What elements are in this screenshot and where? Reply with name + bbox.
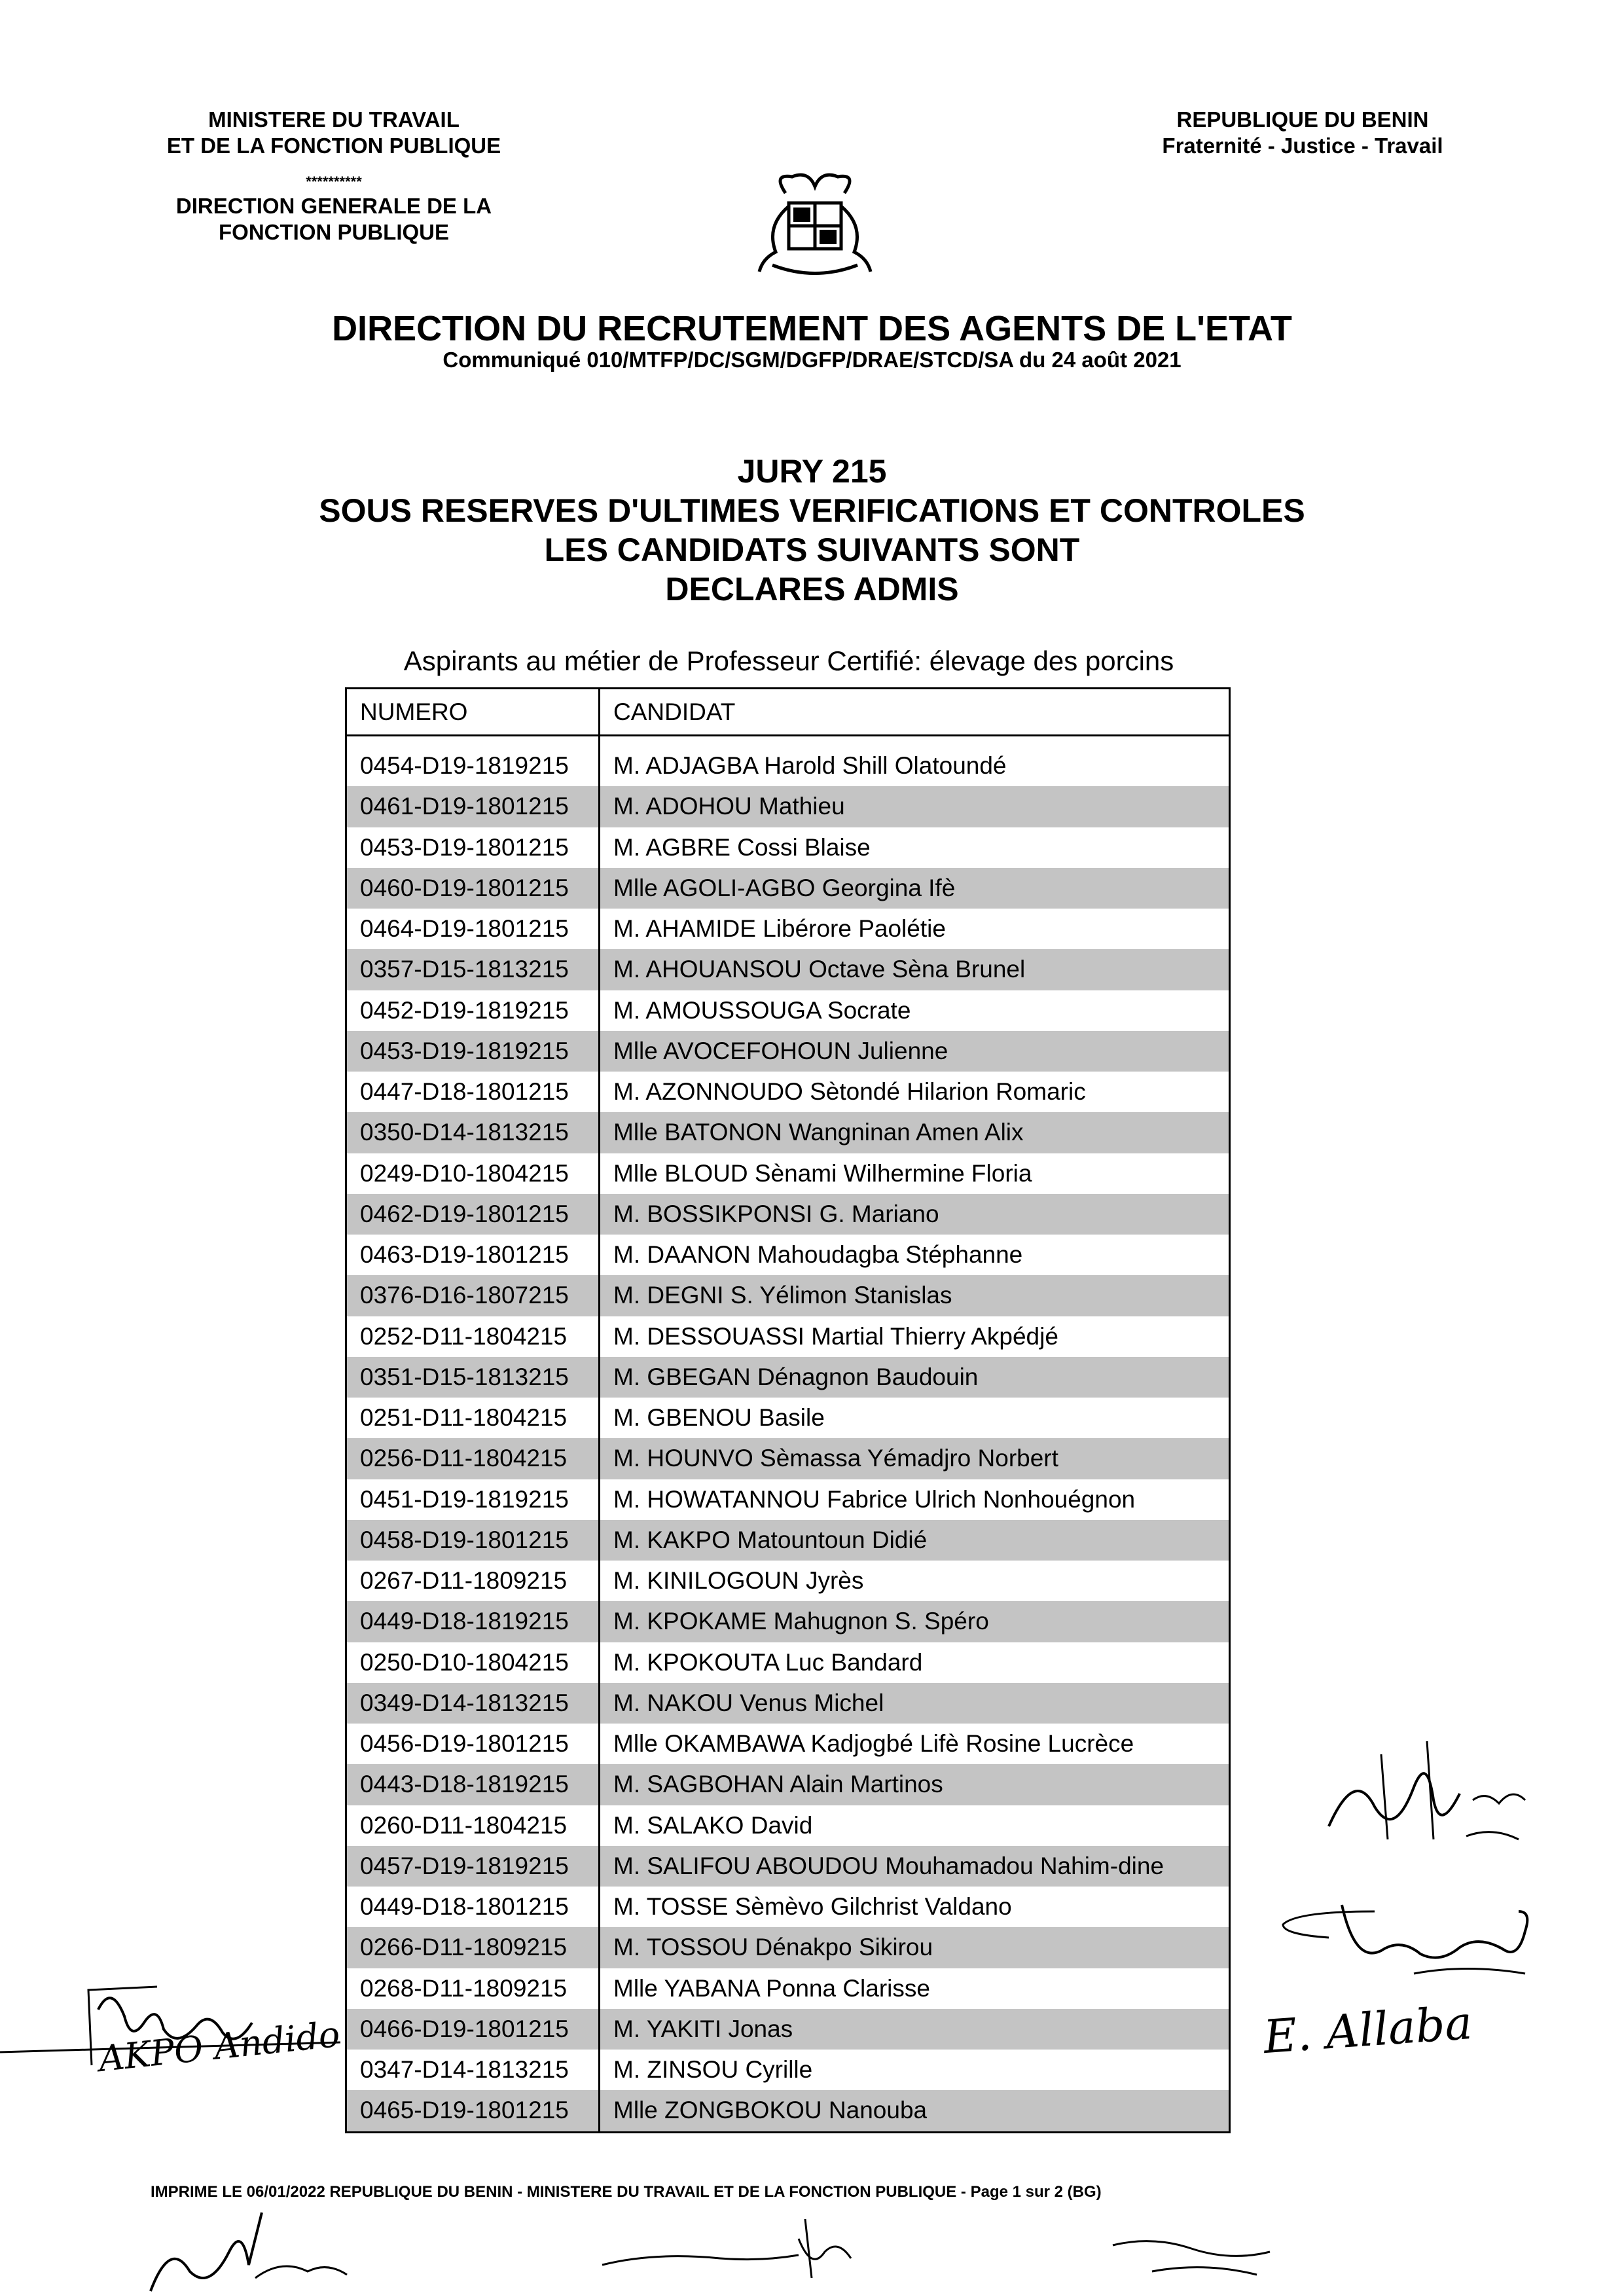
cell-numero: 0266-D11-1809215 <box>346 1927 600 1968</box>
signature-left-icon <box>0 1964 367 2069</box>
cell-numero: 0447-D18-1801215 <box>360 1078 569 1106</box>
cell-candidat: M. AZONNOUDO Sètondé Hilarion Romaric <box>600 1072 1230 1112</box>
cell-candidat: Mlle BATONON Wangninan Amen Alix <box>600 1112 1230 1153</box>
cell-candidat: M. ADOHOU Mathieu <box>600 786 1230 827</box>
cell-numero: 0376-D16-1807215 <box>346 1275 600 1316</box>
cell-candidat: M. KINILOGOUN Jyrès <box>600 1561 1230 1601</box>
jury-admitted-line: DECLARES ADMIS <box>665 571 959 607</box>
republic-motto: Fraternité - Justice - Travail <box>1162 134 1443 158</box>
table-row <box>346 868 1230 909</box>
table-row <box>346 1398 1230 1438</box>
table-row <box>346 1438 1230 1479</box>
cell-candidat: M. DEGNI S. Yélimon Stanislas <box>600 1275 1230 1316</box>
signature-right-top-icon <box>1303 1728 1578 1859</box>
cell-candidat: M. AMOUSSOUGA Socrate <box>600 990 1230 1031</box>
signature-right-middle-icon <box>1244 1885 1571 1990</box>
cell-candidat: Mlle OKAMBAWA Kadjogbé Lifè Rosine Lucrèce <box>600 1724 1230 1764</box>
table-row <box>346 1275 1230 1316</box>
table-row <box>346 1927 1230 1968</box>
cell-numero: 0249-D10-1804215 <box>360 1159 569 1187</box>
cell-numero: 0461-D19-1801215 <box>346 786 600 827</box>
cell-numero: 0463-D19-1801215 <box>360 1241 569 1269</box>
cell-candidat: M. AHAMIDE Libérore Paolétie <box>600 909 1230 949</box>
cell-candidat: Mlle YABANA Ponna Clarisse <box>600 1968 1230 2009</box>
cell-candidat: M. SAGBOHAN Alain Martinos <box>600 1764 1230 1805</box>
jury-heading <box>0 452 1624 609</box>
cell-numero: 0252-D11-1804215 <box>360 1322 568 1350</box>
cell-candidat: M. KAKPO Matountoun Didié <box>600 1520 1230 1561</box>
cell-candidat: M. SALAKO David <box>600 1805 1230 1846</box>
cell-candidat: M. HOWATANNOU Fabrice Ulrich Nonhouégnon <box>600 1479 1230 1520</box>
cell-numero: 0464-D19-1801215 <box>360 915 569 943</box>
table-row <box>346 2090 1230 2132</box>
column-header-candidat: CANDIDAT <box>600 689 1230 736</box>
ministry-line2: ET DE LA FONCTION PUBLIQUE <box>166 134 501 158</box>
signature-bottom-row-icon <box>131 2199 1506 2295</box>
table-row <box>346 1235 1230 1275</box>
table-row <box>346 1968 1230 2009</box>
cell-numero: 0351-D15-1813215 <box>346 1357 600 1398</box>
signature-right-name: E. Allaba <box>1261 1995 1474 2065</box>
cell-numero: 0443-D18-1819215 <box>346 1764 600 1805</box>
table-row <box>346 1112 1230 1153</box>
directorate-line2: FONCTION PUBLIQUE <box>219 220 449 244</box>
cell-candidat: M. TOSSE Sèmèvo Gilchrist Valdano <box>600 1887 1230 1927</box>
cell-candidat: M. TOSSOU Dénakpo Sikirou <box>600 1927 1230 1968</box>
communique-reference: Communiqué 010/MTFP/DC/SGM/DGFP/DRAE/STCD/SA du 24 août 2021 <box>442 348 1182 372</box>
cell-candidat: Mlle BLOUD Sènami Wilhermine Floria <box>600 1153 1230 1194</box>
cell-candidat: M. KPOKOUTA Luc Bandard <box>600 1642 1230 1683</box>
table-row <box>346 1683 1230 1724</box>
table-row <box>346 736 1230 787</box>
cell-candidat: M. BOSSIKPONSI G. Mariano <box>600 1194 1230 1235</box>
cell-candidat: M. GBENOU Basile <box>600 1398 1230 1438</box>
jury-candidates-line: LES CANDIDATS SUIVANTS SONT <box>544 532 1080 568</box>
cell-numero: 0454-D19-1819215 <box>360 752 569 780</box>
profession-subtitle: Aspirants au métier de Professeur Certifié: élevage des porcins <box>403 645 1174 676</box>
cell-numero: 0466-D19-1801215 <box>346 2009 600 2050</box>
cell-numero: 0251-D11-1804215 <box>360 1404 568 1432</box>
cell-numero: 0449-D18-1801215 <box>360 1893 569 1921</box>
cell-numero: 0462-D19-1801215 <box>346 1194 600 1235</box>
republic-name: REPUBLIQUE DU BENIN <box>1176 107 1429 132</box>
cell-candidat: M. DESSOUASSI Martial Thierry Akpédjé <box>600 1316 1230 1357</box>
table-row <box>346 949 1230 990</box>
table-row <box>346 786 1230 827</box>
cell-candidat: Mlle AGOLI-AGBO Georgina Ifè <box>600 868 1230 909</box>
table-row <box>346 1805 1230 1846</box>
cell-candidat: M. ZINSOU Cyrille <box>600 2050 1230 2090</box>
table-row <box>346 827 1230 868</box>
cell-numero: 0465-D19-1801215 <box>346 2090 600 2132</box>
table-row <box>346 1601 1230 1642</box>
table-row <box>346 1846 1230 1887</box>
page-title: DIRECTION DU RECRUTEMENT DES AGENTS DE L'ETAT <box>332 309 1292 348</box>
jury-number: JURY 215 <box>737 453 887 490</box>
cell-numero: 0268-D11-1809215 <box>360 1974 568 2002</box>
cell-numero: 0456-D19-1801215 <box>360 1730 569 1758</box>
cell-numero: 0451-D19-1819215 <box>360 1485 569 1513</box>
cell-numero: 0453-D19-1819215 <box>346 1031 600 1072</box>
cell-candidat: M. DAANON Mahoudagba Stéphanne <box>600 1235 1230 1275</box>
table-header-row <box>346 689 1230 736</box>
table-row <box>346 990 1230 1031</box>
column-header-numero: NUMERO <box>346 689 600 736</box>
cell-numero: 0349-D14-1813215 <box>346 1683 600 1724</box>
cell-numero: 0453-D19-1801215 <box>360 833 569 861</box>
print-footer: IMPRIME LE 06/01/2022 REPUBLIQUE DU BENIN - MINISTERE DU TRAVAIL ET DE LA FONCTION PUBLIQUE - Page 1 sur 2 (BG) <box>151 2183 1102 2201</box>
cell-numero: 0256-D11-1804215 <box>346 1438 600 1479</box>
cell-candidat: M. KPOKAME Mahugnon S. Spéro <box>600 1601 1230 1642</box>
cell-candidat: M. AGBRE Cossi Blaise <box>600 827 1230 868</box>
cell-numero: 0452-D19-1819215 <box>360 996 569 1024</box>
cell-candidat: M. NAKOU Venus Michel <box>600 1683 1230 1724</box>
jury-reserve-line: SOUS RESERVES D'ULTIMES VERIFICATIONS ET CONTROLES <box>319 492 1305 529</box>
cell-candidat: M. AHOUANSOU Octave Sèna Brunel <box>600 949 1230 990</box>
cell-candidat: M. SALIFOU ABOUDOU Mouhamadou Nahim-dine <box>600 1846 1230 1887</box>
cell-candidat: M. ADJAGBA Harold Shill Olatoundé <box>600 736 1230 787</box>
cell-numero: 0350-D14-1813215 <box>346 1112 600 1153</box>
table-row <box>346 2009 1230 2050</box>
table-row <box>346 1153 1230 1194</box>
table-row <box>346 909 1230 949</box>
cell-numero: 0357-D15-1813215 <box>346 949 600 990</box>
table-row <box>346 1357 1230 1398</box>
header-separator: ********** <box>306 173 362 190</box>
table-row <box>346 1194 1230 1235</box>
ministry-header <box>124 107 543 245</box>
signature-left-name: AKPO Andido <box>96 2013 342 2080</box>
cell-numero: 0457-D19-1819215 <box>346 1846 600 1887</box>
table-row <box>346 1642 1230 1683</box>
cell-candidat: Mlle AVOCEFOHOUN Julienne <box>600 1031 1230 1072</box>
directorate-line1: DIRECTION GENERALE DE LA <box>175 194 492 218</box>
cell-candidat: M. HOUNVO Sèmassa Yémadjro Norbert <box>600 1438 1230 1479</box>
cell-numero: 0347-D14-1813215 <box>360 2056 569 2084</box>
cell-numero: 0449-D18-1819215 <box>346 1601 600 1642</box>
table-row <box>346 2050 1230 2090</box>
ministry-line1: MINISTERE DU TRAVAIL <box>208 107 460 132</box>
table-row <box>346 1072 1230 1112</box>
results-table <box>345 687 1231 2133</box>
table-row <box>346 1724 1230 1764</box>
table-row <box>346 1764 1230 1805</box>
cell-candidat: M. GBEGAN Dénagnon Baudouin <box>600 1357 1230 1398</box>
table-row <box>346 1316 1230 1357</box>
table-row <box>346 1561 1230 1601</box>
cell-numero: 0250-D10-1804215 <box>360 1648 569 1676</box>
table-row <box>346 1479 1230 1520</box>
table-row <box>346 1031 1230 1072</box>
coat-of-arms-icon <box>746 167 884 285</box>
cell-numero: 0267-D11-1809215 <box>360 1567 568 1595</box>
cell-candidat: Mlle ZONGBOKOU Nanouba <box>600 2090 1230 2132</box>
cell-numero: 0458-D19-1801215 <box>346 1520 600 1561</box>
cell-numero: 0460-D19-1801215 <box>346 868 600 909</box>
republic-header <box>1100 107 1506 159</box>
cell-numero: 0260-D11-1804215 <box>360 1811 568 1839</box>
table-row <box>346 1520 1230 1561</box>
cell-candidat: M. YAKITI Jonas <box>600 2009 1230 2050</box>
table-row <box>346 1887 1230 1927</box>
